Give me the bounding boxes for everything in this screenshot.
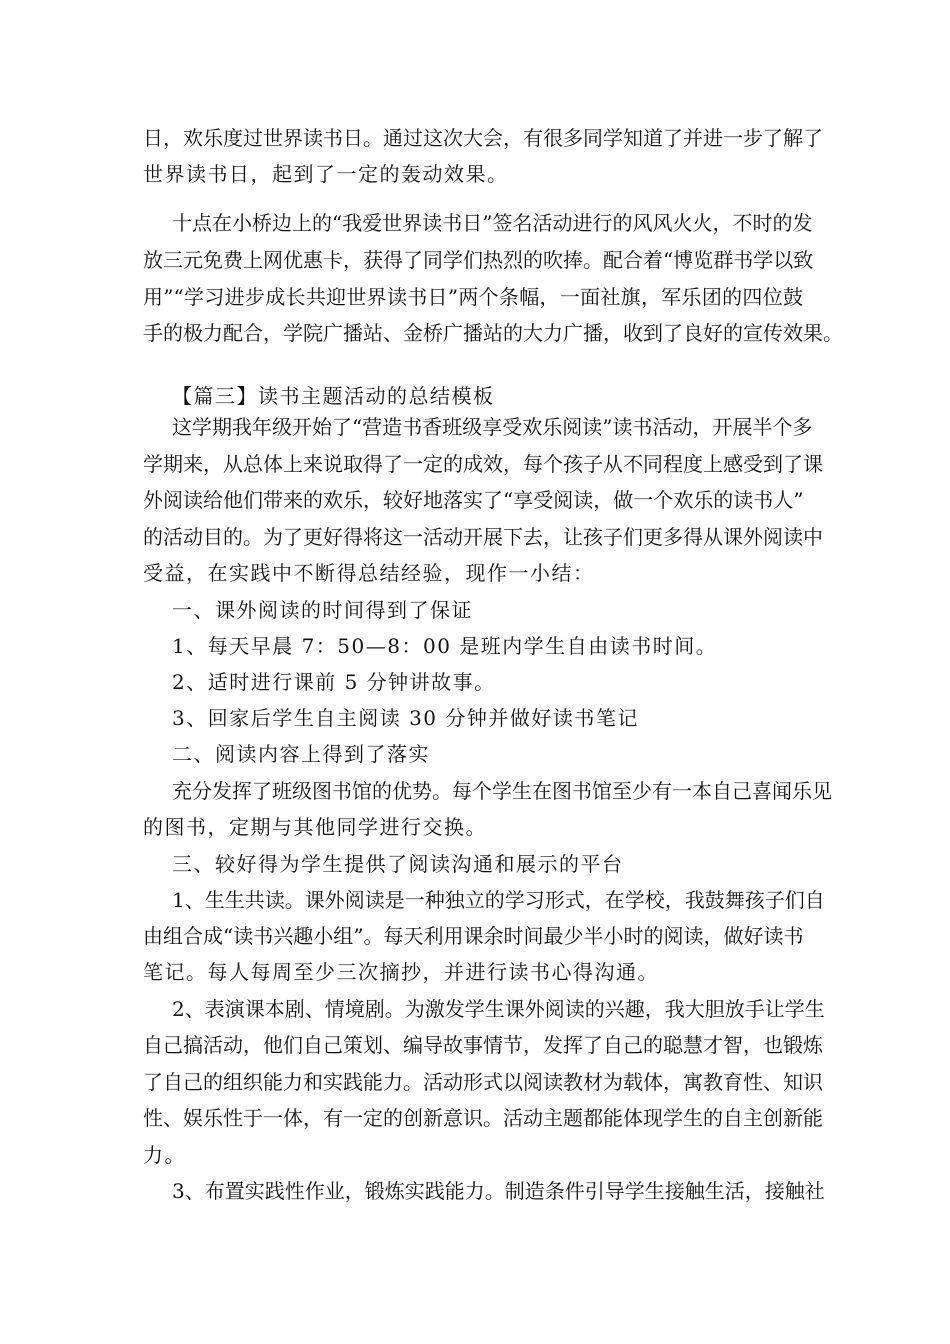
text-line: 了自己的组织能力和实践能力。活动形式以阅读教材为载体，寓教育性、知识: [143, 1070, 823, 1094]
text-line: 的活动目的。为了更好得将这一活动开展下去，让孩子们更多得从课外阅读中: [143, 525, 823, 549]
text-line: 3、回家后学生自主阅读 30 分钟并做好读书笔记: [172, 706, 639, 730]
text-line: 三、较好得为学生提供了阅读沟通和展示的平台: [172, 852, 624, 876]
text-line: 手的极力配合，学院广播站、金桥广播站的大力广播，收到了良好的宣传效果。: [143, 321, 843, 345]
text-line: 日，欢乐度过世界读书日。通过这次大会，有很多同学知道了并进一步了解了: [143, 126, 823, 150]
text-line: 1、每天早晨 7：50—8：00 是班内学生自由读书时间。: [172, 634, 718, 658]
text-line: 的图书，定期与其他同学进行交换。: [143, 815, 487, 839]
text-line: 1、生生共读。课外阅读是一种独立的学习形式，在学校，我鼓舞孩子们自: [172, 888, 825, 912]
text-line: 学期来，从总体上来说取得了一定的成效，每个孩子从不同程度上感受到了课: [143, 452, 823, 476]
text-line: 笔记。每人每周至少三次摘抄，并进行读书心得沟通。: [143, 960, 659, 984]
text-line: 一、课外阅读的时间得到了保证: [172, 598, 473, 622]
text-line: 力。: [143, 1143, 186, 1167]
text-line: 性、娱乐性于一体，有一定的创新意识。活动主题都能体现学生的自主创新能: [143, 1106, 823, 1130]
text-line: 二、阅读内容上得到了落实: [172, 742, 430, 766]
text-line: 充分发挥了班级图书馆的优势。每个学生在图书馆至少有一本自己喜闻乐见: [172, 779, 832, 803]
text-line: 2、表演课本剧、情境剧。为激发学生课外阅读的兴趣，我大胆放手让学生: [172, 997, 825, 1021]
text-line: 由组合成“读书兴趣小组”。每天利用课余时间最少半小时的阅读，做好读书: [143, 924, 804, 948]
text-line: 这学期我年级开始了“营造书香班级享受欢乐阅读”读书活动，开展半个多: [172, 415, 813, 439]
text-line: 放三元免费上网优惠卡，获得了同学们热烈的吹捧。配合着“博览群书学以致: [143, 248, 814, 272]
text-line: 2、适时进行课前 5 分钟讲故事。: [172, 670, 496, 694]
text-line: 外阅读给他们带来的欢乐，较好地落实了“享受阅读，做一个欢乐的读书人”: [143, 488, 804, 512]
text-line: 用”“学习进步成长共迎世界读书日”两个条幅，一面社旗，军乐团的四位鼓: [143, 285, 803, 309]
text-line: 受益，在实践中不断得总结经验，现作一小结：: [143, 561, 595, 585]
text-line: 【篇三】读书主题活动的总结模板: [172, 384, 495, 408]
text-line: 十点在小桥边上的“我爱世界读书日”签名活动进行的风风火火，不时的发: [172, 211, 813, 235]
text-line: 世界读书日，起到了一定的轰动效果。: [143, 162, 509, 186]
text-line: 3、布置实践性作业，锻炼实践能力。制造条件引导学生接触生活，接触社: [172, 1179, 825, 1203]
text-line: 自己搞活动，他们自己策划、编导故事情节，发挥了自己的聪慧才智，也锻炼: [143, 1033, 823, 1057]
